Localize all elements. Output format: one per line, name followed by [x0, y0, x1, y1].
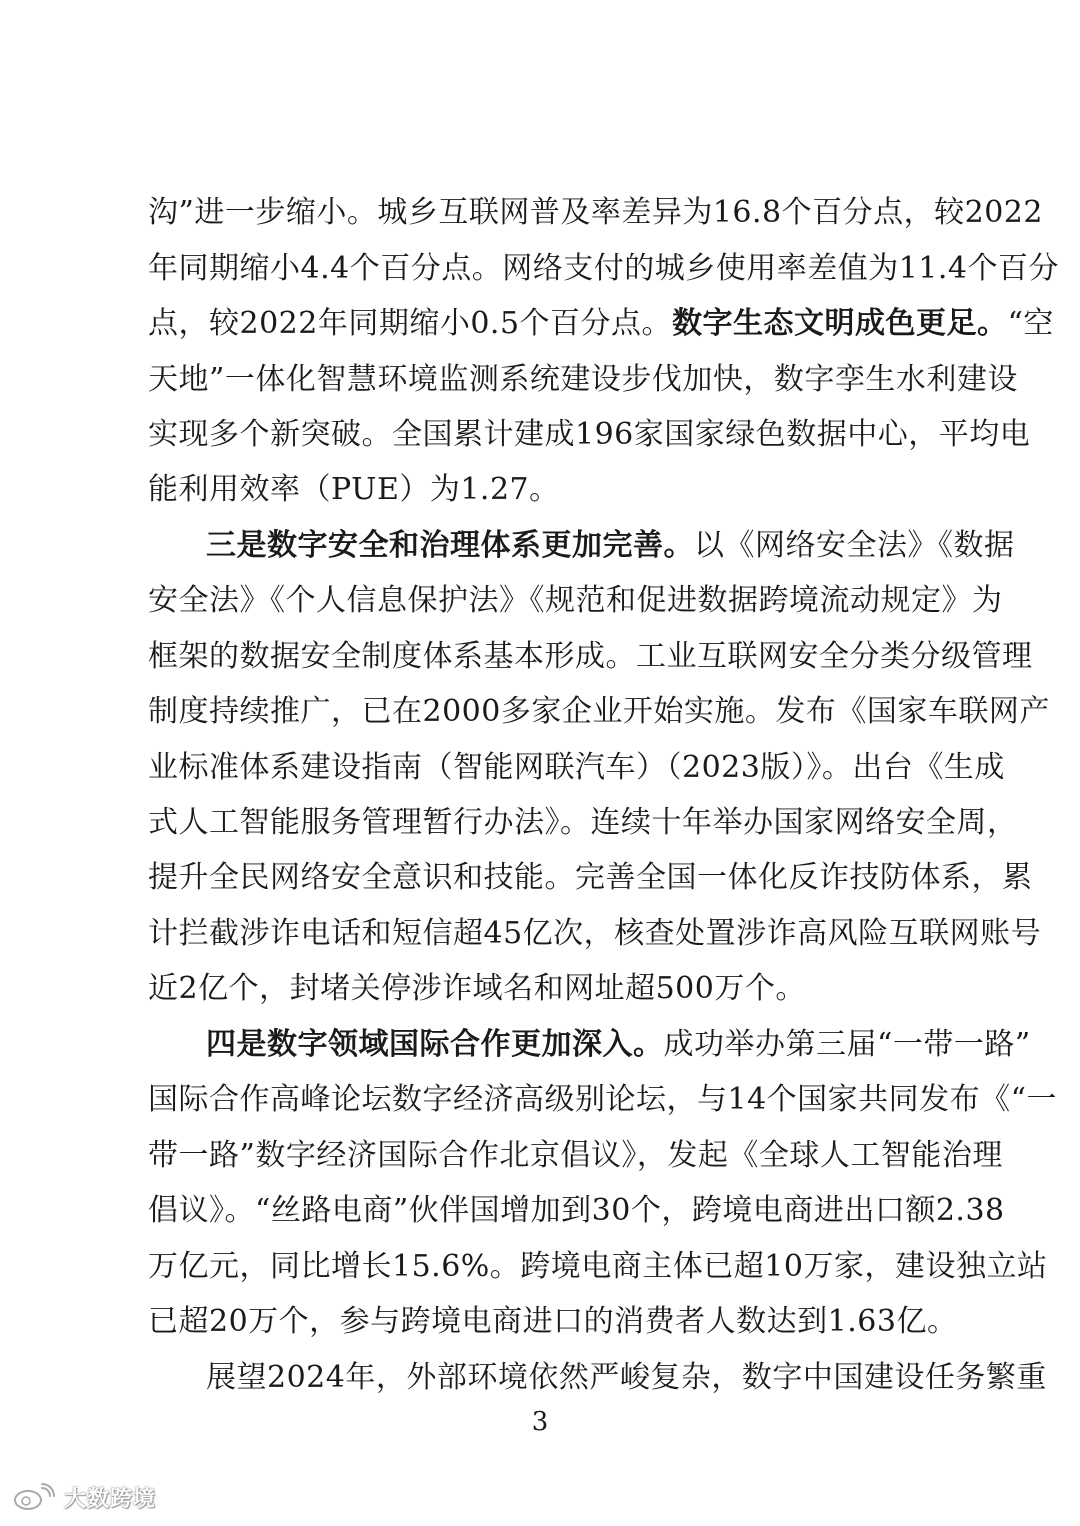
text-run: “空	[1007, 306, 1054, 341]
paragraph-2-line-7: 提升全民网络安全意识和技能。完善全国一体化反诈技防体系，累	[148, 860, 1033, 895]
paragraph-3-line-4: 倡议》。“丝路电商”伙伴国增加到30个，跨境电商进出口额2.38	[148, 1193, 1005, 1228]
watermark	[12, 1481, 156, 1513]
paragraph-3-line-3: 带一路”数字经济国际合作北京倡议》，发起《全球人工智能治理	[148, 1138, 1003, 1173]
paragraph-2-line-4: 制度持续推广，已在2000多家企业开始实施。发布《国家车联网产	[148, 694, 1050, 729]
text-run: 点，较2022年同期缩小0.5个百分点。	[148, 306, 673, 341]
page-number: 3	[531, 1407, 549, 1437]
paragraph-2-line-2: 安全法》《个人信息保护法》《规范和促进数据跨境流动规定》为	[148, 583, 1003, 618]
paragraph-1-line-4: 天地”一体化智慧环境监测系统建设步伐加快，数字孪生水利建设	[148, 362, 1018, 397]
paragraph-2-line-8: 计拦截涉诈电话和短信超45亿次，核查处置涉诈高风险互联网账号	[148, 916, 1042, 951]
bold-heading-security-governance: 三是数字安全和治理体系更加完善。	[206, 528, 694, 563]
paragraph-2-line-9: 近2亿个，封堵关停涉诈域名和网址超500万个。	[148, 971, 806, 1006]
paragraph-1-line-1: 沟”进一步缩小。城乡互联网普及率差异为16.8个百分点，较2022	[148, 195, 1043, 230]
paragraph-2-line-6: 式人工智能服务管理暂行办法》。连续十年举办国家网络安全周，	[148, 805, 1018, 840]
text-run: 成功举办第三届“一带一路”	[663, 1027, 1031, 1062]
weibo-style-logo-icon	[12, 1482, 58, 1512]
paragraph-1-line-3	[148, 297, 1054, 351]
paragraph-1-line-6: 能利用效率（PUE）为1.27。	[148, 472, 560, 507]
bold-heading-digital-ecology: 数字生态文明成色更足。	[672, 306, 1008, 341]
paragraph-4-line-1: 展望2024年，外部环境依然严峻复杂，数字中国建设任务繁重	[206, 1360, 1047, 1395]
paragraph-2-line-3: 框架的数据安全制度体系基本形成。工业互联网安全分类分级管理	[148, 639, 1033, 674]
paragraph-1-line-5: 实现多个新突破。全国累计建成196家国家绿色数据中心，平均电	[148, 417, 1031, 452]
text-run: 以《网络安全法》《数据	[694, 528, 1015, 563]
paragraph-3-line-2: 国际合作高峰论坛数字经济高级别论坛，与14个国家共同发布《“一	[148, 1082, 1058, 1117]
paragraph-1-line-2: 年同期缩小4.4个百分点。网络支付的城乡使用率差值为11.4个百分	[148, 251, 1060, 286]
watermark-text: 大数跨境	[64, 1486, 157, 1512]
paragraph-3-line-6: 已超20万个，参与跨境电商进口的消费者人数达到1.63亿。	[148, 1304, 958, 1339]
paragraph-3-line-5: 万亿元，同比增长15.6%。跨境电商主体已超10万家，建设独立站	[148, 1249, 1048, 1284]
bold-heading-international-cooperation: 四是数字领域国际合作更加深入。	[206, 1027, 664, 1062]
paragraph-3-line-1	[206, 1018, 1031, 1072]
paragraph-2-line-1	[206, 519, 1015, 573]
paragraph-2-line-5: 业标准体系建设指南（智能网联汽车）（2023版）》。出台《生成	[148, 750, 1005, 785]
